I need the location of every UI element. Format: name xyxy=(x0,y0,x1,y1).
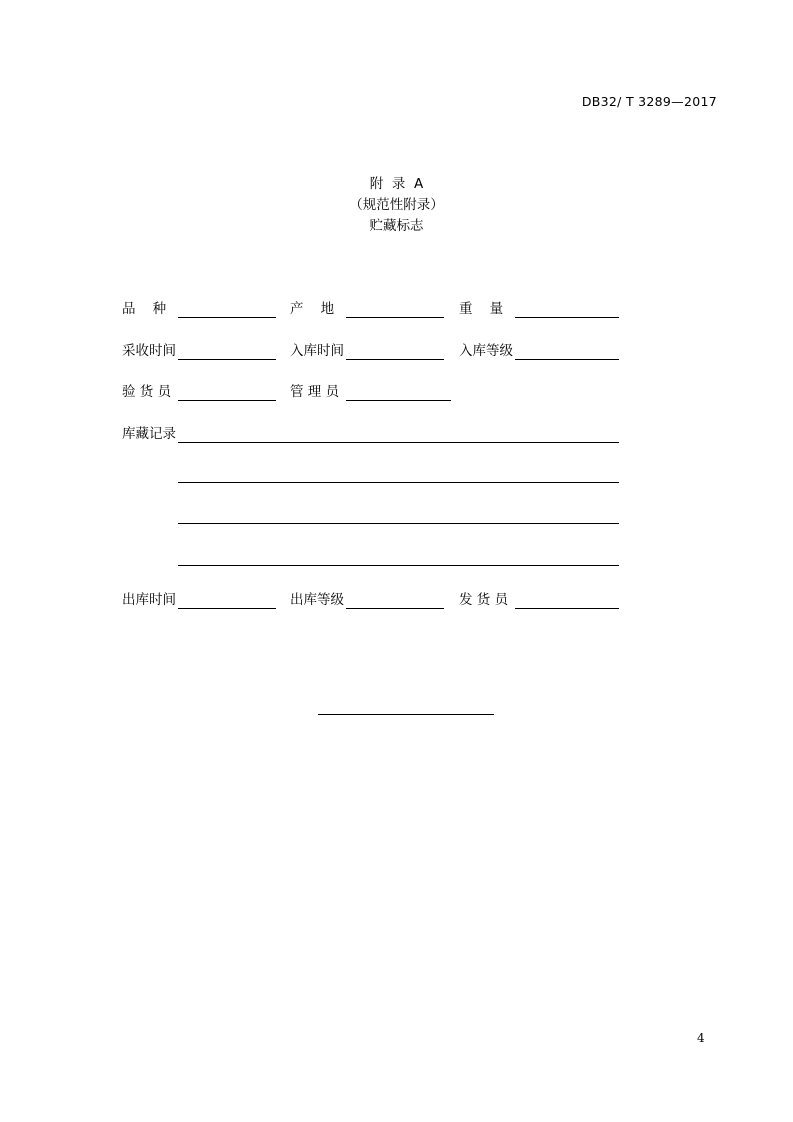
form-row-1 xyxy=(122,300,622,320)
normative-label: （规范性附录） xyxy=(349,197,444,213)
storage-in-time-input-line[interactable] xyxy=(346,359,444,360)
page-number: 4 xyxy=(697,1031,705,1045)
form-row-2 xyxy=(122,342,622,362)
harvest-time-label: 采收时间 xyxy=(122,343,176,359)
end-divider xyxy=(318,714,494,715)
weight-label: 重 量 xyxy=(459,301,504,317)
manager-input-line[interactable] xyxy=(346,400,451,401)
out-time-input-line[interactable] xyxy=(178,608,276,609)
shipper-input-line[interactable] xyxy=(515,608,619,609)
out-grade-label: 出库等级 xyxy=(290,592,344,608)
title-block xyxy=(0,174,793,237)
storage-in-grade-label: 入库等级 xyxy=(459,343,513,359)
origin-input-line[interactable] xyxy=(346,317,444,318)
storage-in-time-label: 入库时间 xyxy=(290,343,344,359)
document-code: DB32/ T 3289—2017 xyxy=(581,94,717,109)
storage-record-label: 库藏记录 xyxy=(122,426,176,442)
form-title: 贮藏标志 xyxy=(369,218,424,234)
storage-record-line-2[interactable] xyxy=(178,482,619,483)
variety-label: 品 种 xyxy=(122,301,167,317)
storage-record-input-line[interactable] xyxy=(178,442,619,443)
form-row-5 xyxy=(122,591,622,611)
out-grade-input-line[interactable] xyxy=(346,608,444,609)
variety-input-line[interactable] xyxy=(178,317,276,318)
weight-input-line[interactable] xyxy=(515,317,619,318)
shipper-label: 发 货 员 xyxy=(459,592,509,608)
out-time-label: 出库时间 xyxy=(122,592,176,608)
inspector-label: 验 货 员 xyxy=(122,384,172,400)
storage-record-line-4[interactable] xyxy=(178,565,619,566)
storage-in-grade-input-line[interactable] xyxy=(515,359,619,360)
manager-label: 管 理 员 xyxy=(290,384,340,400)
origin-label: 产 地 xyxy=(290,301,335,317)
storage-record-line-3[interactable] xyxy=(178,523,619,524)
form-row-3 xyxy=(122,383,622,403)
appendix-title: 附 录 A xyxy=(369,176,424,192)
harvest-time-input-line[interactable] xyxy=(178,359,276,360)
form-row-4 xyxy=(122,425,622,445)
inspector-input-line[interactable] xyxy=(178,400,276,401)
